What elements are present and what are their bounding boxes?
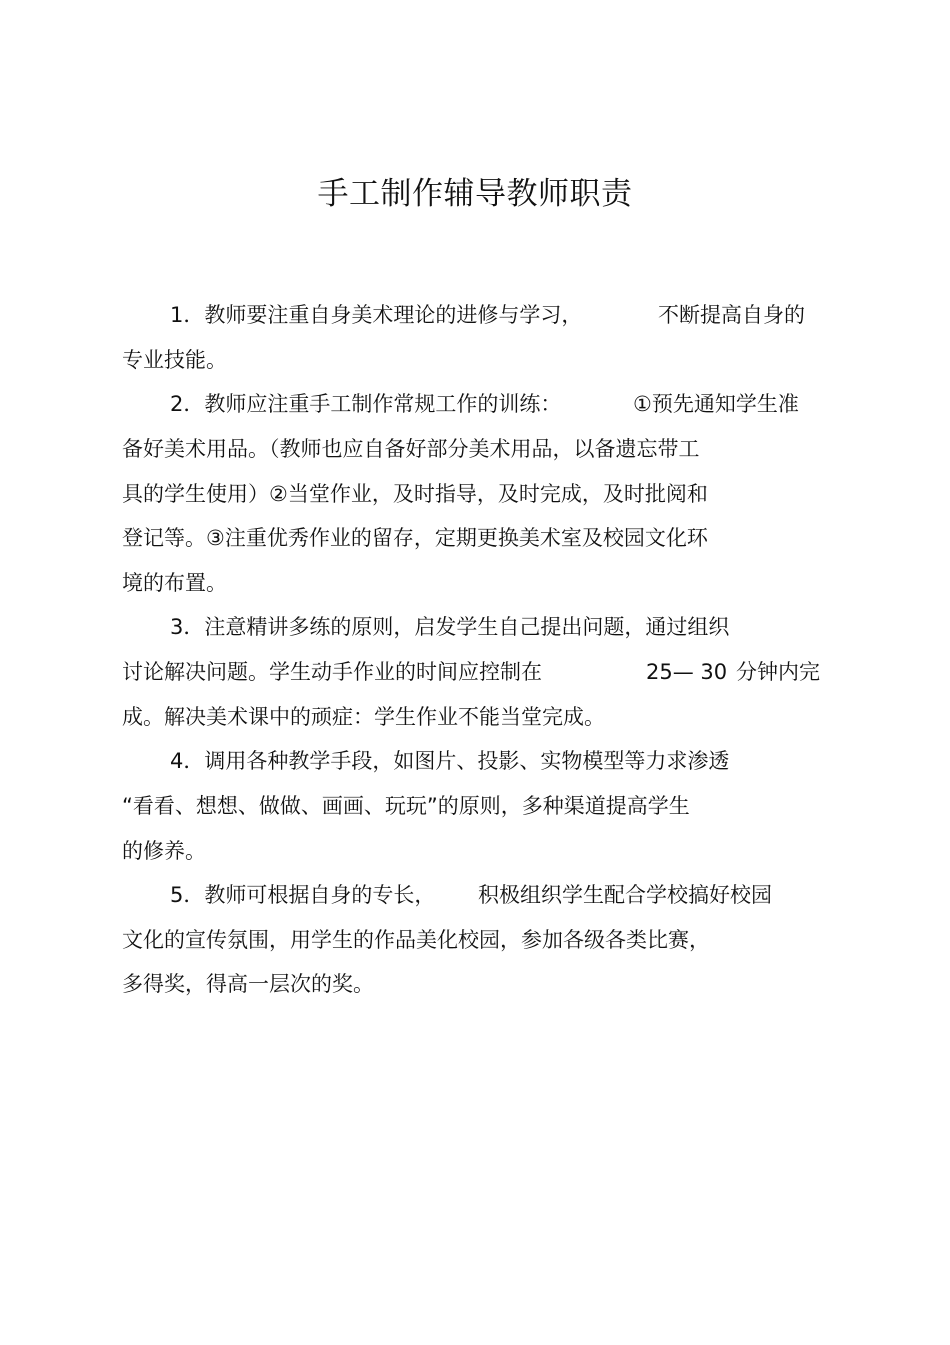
duty-item-3-line-2-text-a: 讨论解决问题。学生动手作业的时间应控制在	[122, 660, 542, 684]
duty-item-2-line-3: 具的学生使用）②当堂作业，及时指导，及时完成，及时批阅和	[122, 482, 708, 506]
duty-item-2-line-1-text-b: ①预先通知学生准	[633, 392, 799, 416]
duty-item-1-line-2: 专业技能。	[122, 348, 227, 372]
duty-item-2-line-5: 境的布置。	[122, 571, 227, 595]
duty-item-1-line-1-text-b: 不断提高自身的	[658, 303, 805, 327]
duty-item-3-line-2-minutes-range: 25— 30	[646, 660, 728, 684]
duty-item-3-line-2-text-b: 分钟内完	[736, 660, 820, 684]
duty-item-4-line-1: 4．调用各种教学手段，如图片、投影、实物模型等力求渗透	[170, 749, 730, 773]
duty-item-5-line-1-text-b: 积极组织学生配合学校搞好校园	[478, 883, 772, 907]
duty-item-4-line-2: “看看、想想、做做、画画、玩玩”的原则，多种渠道提高学生	[122, 794, 690, 818]
duty-item-2-line-4: 登记等。③注重优秀作业的留存，定期更换美术室及校园文化环	[122, 526, 708, 550]
duty-item-3-line-3: 成。解决美术课中的顽症：学生作业不能当堂完成。	[122, 705, 605, 729]
duty-item-2-line-1-text-a: 2．教师应注重手工制作常规工作的训练：	[170, 392, 562, 416]
duty-item-5-line-1-text-a: 5．教师可根据自身的专长，	[170, 883, 436, 907]
duty-item-3-line-1: 3．注意精讲多练的原则，启发学生自己提出问题，通过组织	[170, 615, 730, 639]
duty-item-1-line-1-text-a: 1．教师要注重自身美术理论的进修与学习，	[170, 303, 583, 327]
document-title: 手工制作辅导教师职责	[317, 176, 633, 212]
duty-item-4-line-3: 的修养。	[122, 839, 206, 863]
duty-item-2-line-2: 备好美术用品。（教师也应自备好部分美术用品，以备遗忘带工	[122, 437, 700, 461]
duty-item-5-line-2: 文化的宣传氛围，用学生的作品美化校园，参加各级各类比赛，	[122, 928, 710, 952]
duty-item-5-line-3: 多得奖，得高一层次的奖。	[122, 972, 374, 996]
